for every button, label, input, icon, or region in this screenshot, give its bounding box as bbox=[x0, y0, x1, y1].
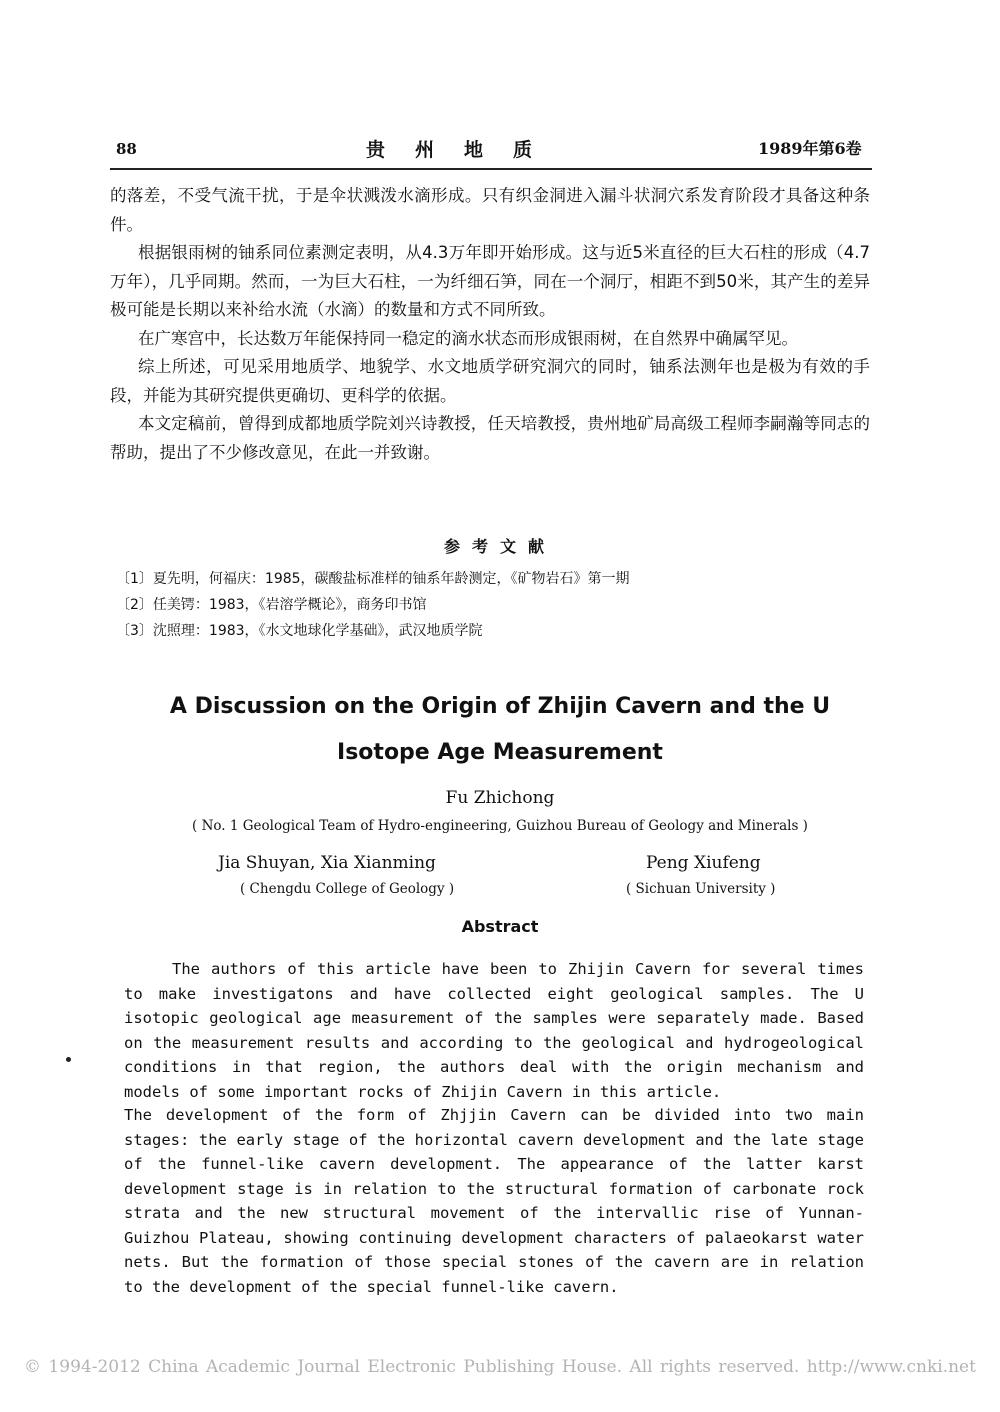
margin-dot bbox=[66, 1057, 71, 1062]
page-number: 88 bbox=[116, 140, 137, 158]
english-title-line: Isotope Age Measurement bbox=[337, 740, 663, 765]
chinese-paragraph: 的落差，不受气流干扰，于是伞状溅泼水滴形成。只有织金洞进入漏斗状洞穴系发育阶段才具备这种条件。 bbox=[110, 186, 870, 234]
abstract-body bbox=[124, 1103, 864, 1299]
copyright-footer: © 1994-2012 China Academic Journal Electronic Publishing House. All rights reserved. http://www.cnki.net bbox=[24, 1357, 976, 1377]
author-name: Peng Xiufeng bbox=[646, 853, 761, 873]
issue-label: 1989年第6卷 bbox=[758, 139, 862, 158]
references-title: 参考文献 bbox=[443, 537, 556, 556]
author-name: Jia Shuyan, Xia Xianming bbox=[218, 853, 436, 873]
abstract-paragraph: The authors of this article have been to Zhijin Cavern for several times to make investigatons and have collected eight geological samples. The U isotopic geological age measurement of the samples were separately made. Based on the measurement results and according to the geological and hydrogeological conditions in that region, the authors deal with the origin mechanism and models of some important rocks of Zhijin Cavern in this article. bbox=[124, 960, 864, 1101]
reference-item: 〔1〕夏先明，何福庆：1985，碳酸盐标准样的铀系年龄测定，《矿物岩石》第一期 bbox=[116, 571, 630, 587]
abstract-heading: Abstract bbox=[461, 917, 539, 936]
author-name: Fu Zhichong bbox=[445, 788, 555, 808]
reference-item: 〔2〕任美锷：1983，《岩溶学概论》，商务印书馆 bbox=[116, 597, 427, 613]
references-list bbox=[116, 566, 876, 644]
english-title bbox=[0, 684, 1000, 776]
english-title-line: A Discussion on the Origin of Zhijin Cavern and the U bbox=[169, 694, 831, 719]
chinese-body bbox=[110, 182, 870, 467]
author-affiliation: ( Chengdu College of Geology ) bbox=[240, 881, 455, 897]
chinese-paragraph: 在广寒宫中，长达数万年能保持同一稳定的滴水状态而形成银雨树，在自然界中确属罕见。 bbox=[138, 328, 798, 348]
abstract-body bbox=[124, 957, 864, 1104]
chinese-paragraph: 根据银雨树的铀系同位素测定表明，从4.3万年即开始形成。这与近5米直径的巨大石柱的形成（4.7万年），几乎同期。然而，一为巨大石柱，一为纤细石笋，同在一个洞厅，相距不到50米，其产生的差异极可能是长期以来补给水流（水滴）的数量和方式不同所致。 bbox=[110, 243, 870, 319]
reference-item: 〔3〕沈照理：1983，《水文地球化学基础》，武汉地质学院 bbox=[116, 623, 483, 639]
abstract-paragraph: The development of the form of Zhjjin Cavern can be divided into two main stages: the early stage of the horizontal cavern development and the late stage of the funnel-like cavern development. The appearance of the latter karst development stage is in relation to the structural formation of carbonate rock strata and the new structural movement of the intervallic rise of Yunnan-Guizhou Plateau, showing continuing development characters of palaeokarst water nets. But the formation of those special stones of the cavern are in relation to the development of the special funnel-like cavern. bbox=[124, 1106, 864, 1296]
header-divider bbox=[110, 168, 872, 170]
chinese-paragraph: 本文定稿前，曾得到成都地质学院刘兴诗教授，任天培教授，贵州地矿局高级工程师李嗣瀚等同志的帮助，提出了不少修改意见，在此一并致谢。 bbox=[110, 414, 870, 462]
author-affiliation: ( Sichuan University ) bbox=[626, 881, 776, 897]
author-affiliation: ( No. 1 Geological Team of Hydro-engineering, Guizhou Bureau of Geology and Minerals ) bbox=[192, 818, 808, 834]
chinese-paragraph: 综上所述，可见采用地质学、地貌学、水文地质学研究洞穴的同时，铀系法测年也是极为有效的手段，并能为其研究提供更确切、更科学的依据。 bbox=[110, 357, 870, 405]
journal-name: 贵州地质 bbox=[366, 139, 563, 161]
